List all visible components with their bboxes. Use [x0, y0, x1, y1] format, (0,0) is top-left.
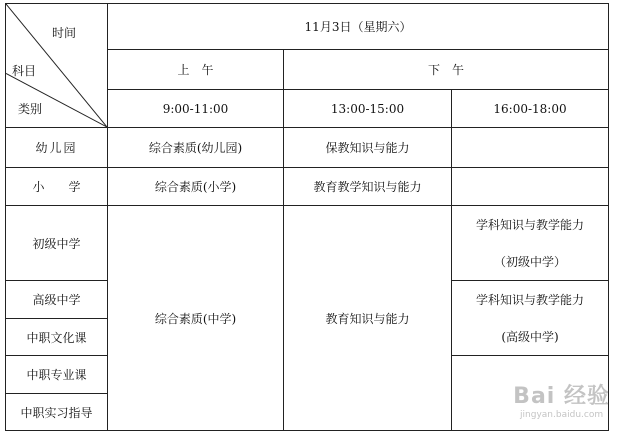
row-label-voc-major: 中职专业课	[6, 356, 108, 394]
corner-label-subject: 科目	[12, 64, 37, 78]
row-label-kindergarten: 幼儿园	[6, 128, 108, 168]
exam-schedule-table	[5, 3, 609, 431]
row-label-primary: 小 学	[6, 168, 108, 206]
cell-junior-late	[452, 206, 609, 281]
cell-kindergarten-am: 综合素质(幼儿园)	[108, 128, 284, 168]
afternoon-header: 下 午	[284, 50, 609, 90]
cell-primary-pm: 教育教学知识与能力	[284, 168, 452, 206]
row-label-voc-culture: 中职文化课	[6, 319, 108, 356]
corner-header-cell	[6, 4, 108, 128]
baidu-jingyan-watermark	[513, 379, 610, 420]
time-slot-2: 13:00-15:00	[284, 90, 452, 128]
cell-kindergarten-late	[452, 128, 609, 168]
junior-late-line1: 学科知识与教学能力	[475, 218, 584, 232]
cell-primary-late	[452, 168, 609, 206]
time-slot-3: 16:00-18:00	[452, 90, 609, 128]
cell-senior-late	[452, 281, 609, 356]
cell-secondary-am: 综合素质(中学)	[108, 206, 284, 431]
senior-late-line1: 学科知识与教学能力	[475, 293, 584, 307]
time-slot-1: 9:00-11:00	[108, 90, 284, 128]
cell-kindergarten-pm: 保教知识与能力	[284, 128, 452, 168]
cell-secondary-pm: 教育知识与能力	[284, 206, 452, 431]
watermark-sub: jingyan.baidu.com	[520, 410, 604, 420]
date-header: 11月3日（星期六）	[108, 4, 609, 50]
watermark-main: Bai 经验	[513, 384, 610, 409]
corner-label-category: 类别	[18, 102, 43, 116]
cell-primary-am: 综合素质(小学)	[108, 168, 284, 206]
junior-late-line2: （初级中学）	[493, 255, 566, 269]
row-label-voc-practice: 中职实习指导	[6, 394, 108, 431]
corner-label-time: 时间	[52, 26, 77, 40]
morning-header: 上 午	[108, 50, 284, 90]
row-label-junior: 初级中学	[6, 206, 108, 281]
senior-late-line2: (高级中学)	[501, 330, 559, 344]
row-label-senior: 高级中学	[6, 281, 108, 319]
